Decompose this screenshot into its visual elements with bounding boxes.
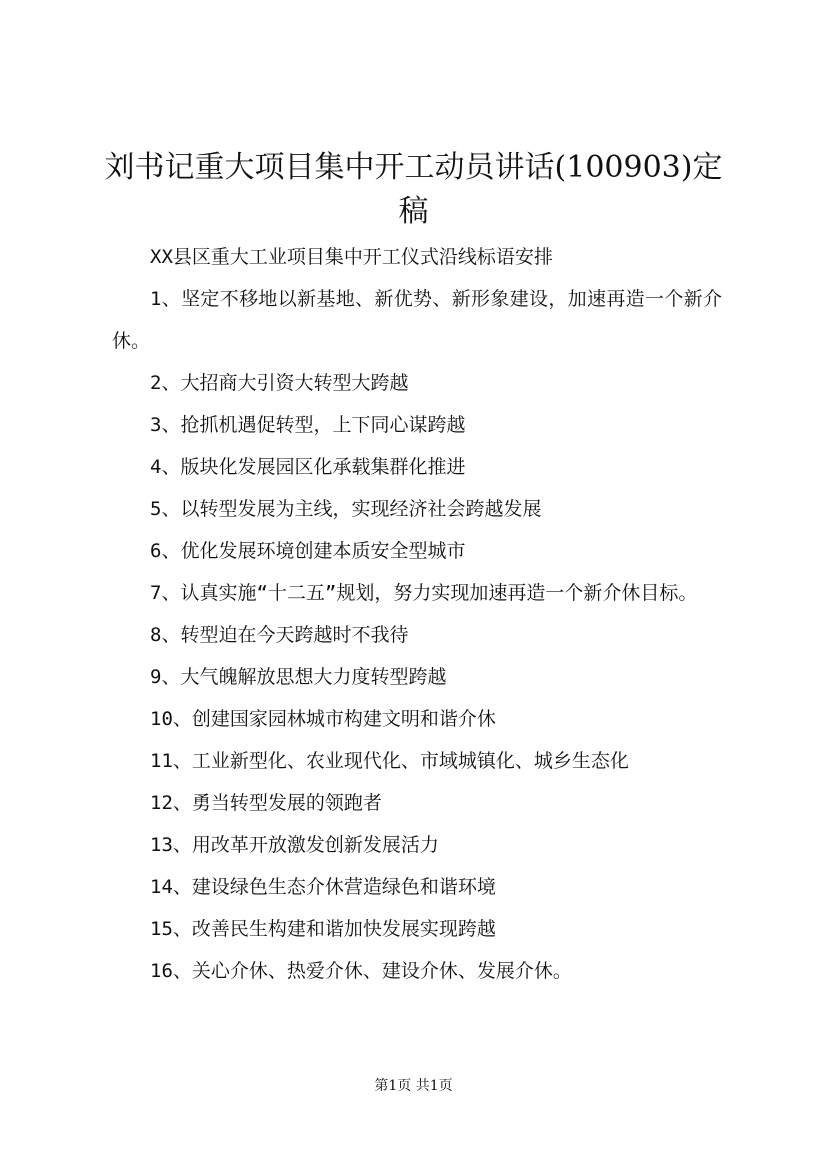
list-item: 16、关心介休、热爱介休、建设介休、发展介休。	[150, 960, 572, 982]
list-item: 6、优化发展环境创建本质安全型城市	[150, 540, 466, 562]
list-item: 8、转型迫在今天跨越时不我待	[150, 624, 409, 646]
list-item: 11、工业新型化、农业现代化、市域城镇化、城乡生态化	[150, 750, 629, 772]
list-item: 14、建设绿色生态介休营造绿色和谐环境	[150, 876, 496, 898]
document-body	[112, 236, 722, 992]
list-item: 15、改善民生构建和谐加快发展实现跨越	[150, 918, 496, 940]
list-item: 2、大招商大引资大转型大跨越	[150, 372, 409, 394]
list-item: 12、勇当转型发展的领跑者	[150, 792, 382, 814]
page-footer: 第1页 共1页	[374, 1078, 453, 1094]
subtitle-line: XX县区重大工业项目集中开工仪式沿线标语安排	[150, 246, 553, 268]
list-item: 13、用改革开放激发创新发展活力	[150, 834, 439, 856]
list-item: 10、创建国家园林城市构建文明和谐介休	[150, 708, 496, 730]
list-item: 7、认真实施“十二五”规划，努力实现加速再造一个新介休目标。	[150, 582, 698, 604]
list-item: 9、大气魄解放思想大力度转型跨越	[150, 666, 447, 688]
list-item: 4、版块化发展园区化承载集群化推进	[150, 456, 466, 478]
document-title: 刘书记重大项目集中开工动员讲话(100903)定稿	[104, 150, 723, 229]
list-item: 3、抢抓机遇促转型，上下同心谋跨越	[150, 414, 466, 436]
list-item: 1、坚定不移地以新基地、新优势、新形象建设，加速再造一个新介休。	[112, 288, 722, 352]
list-item: 5、以转型发展为主线，实现经济社会跨越发展	[150, 498, 542, 520]
